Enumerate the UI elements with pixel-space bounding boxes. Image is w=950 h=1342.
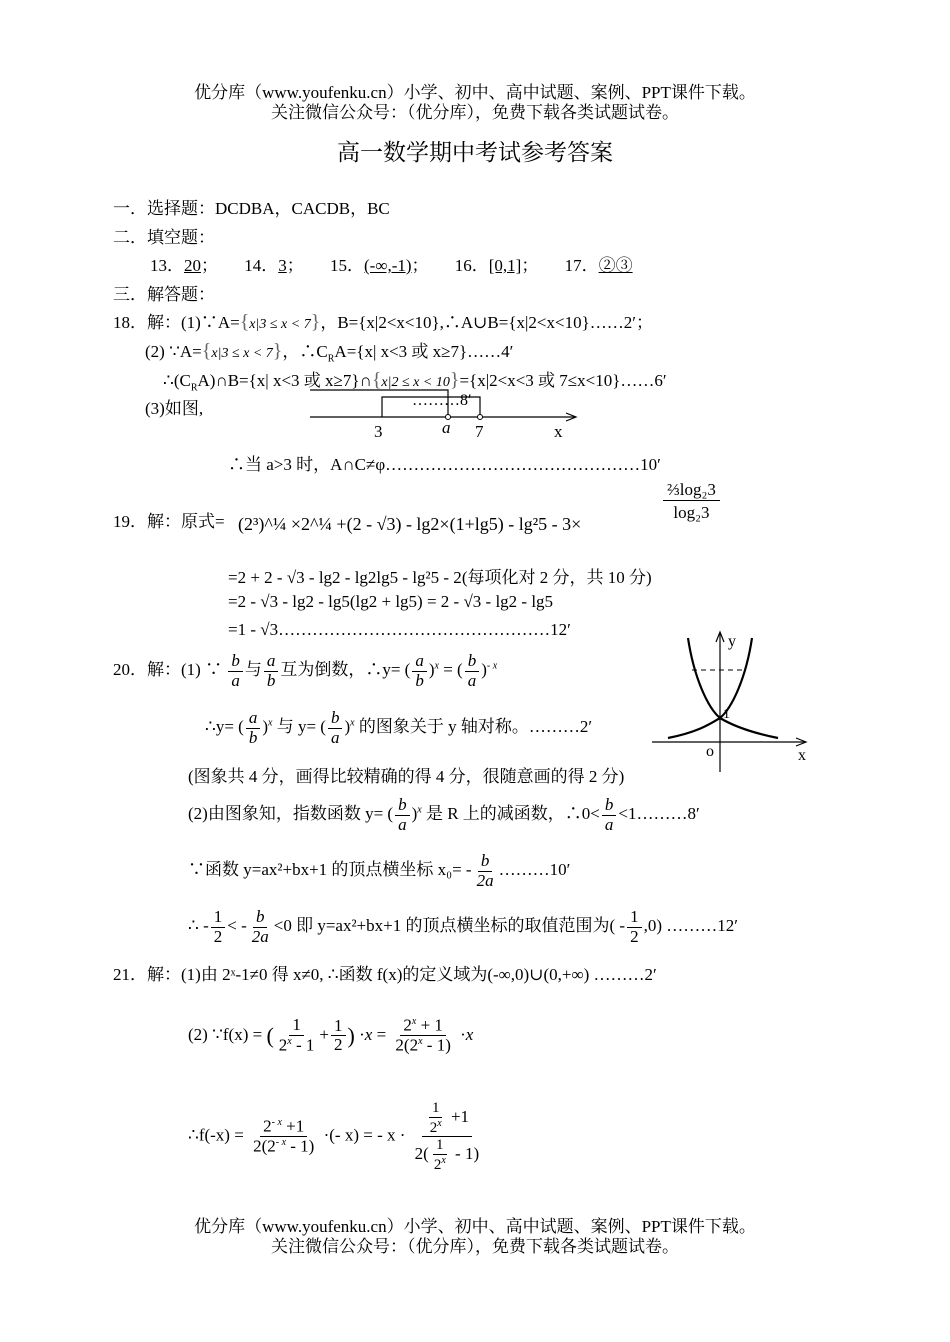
item-15-ans: (-∞,-1) — [364, 256, 412, 275]
q21-l2a: (2) ∵f(x) = — [188, 1024, 263, 1044]
q20-l6d: ,0) ………12′ — [643, 916, 738, 936]
q20-l6c: <0 即 y=ax²+bx+1 的顶点横坐标的取值范围为( - — [273, 916, 626, 936]
page-title: 高一数学期中考试参考答案 — [337, 140, 613, 165]
frac-b-over-a: $\frac{b}{a}$ — [228, 652, 243, 690]
item-16-num: 16． — [454, 256, 489, 275]
item-14-num: 14． — [244, 256, 279, 275]
frac-2-neg-x: $\frac{2^{- x} +1}{2(2^{- x} - 1)}$ — [253, 1116, 315, 1156]
graph-label-one: 1 — [723, 707, 730, 722]
item-14-ans: 3 — [278, 256, 287, 275]
q18-l2b: ，∴C — [282, 342, 328, 361]
set-a-repeat: x|3 ≤ x < 7 — [211, 346, 273, 361]
q18-l3c: ={x|2<x<3 或 7≤x<10}……6′ — [459, 371, 667, 390]
frac-b-over-a-3: $\frac{b}{a}$ — [328, 709, 343, 747]
q18-l2sub: R — [327, 353, 335, 365]
set-b: x|2 ≤ x < 10 — [381, 375, 450, 390]
q19-line-2 — [228, 563, 652, 588]
section-3-label: 三．解答题： — [113, 285, 215, 304]
frac-nested: $\frac{1}{2^x}$ +1 2( $\frac{1}{2^x}$ - 1) — [414, 1100, 480, 1173]
frac-2x-plus-1: $\frac{2^x + 1}{2(2^x - 1)}$ — [395, 1015, 451, 1055]
q21-line-2: (2) ∵f(x) = ( $\frac{1}{2^x - 1}$ + $\frac{1}{2}$ ) ·x = $\frac{2^x + 1}{2(2^x - 1)}$ ·x — [188, 1015, 474, 1055]
q20-l5b: ………10′ — [498, 860, 571, 880]
q20-l1a: 20．解：(1) ∵ — [113, 660, 223, 680]
frac-1-over-2: $\frac{1}{2}$ — [211, 908, 226, 946]
item-15-sep: ； — [411, 256, 429, 275]
q18-line-4: (3)如图, — [145, 399, 204, 418]
set-a: x|3 ≤ x < 7 — [249, 317, 311, 332]
q20-line-6 — [188, 908, 738, 946]
curve-increasing — [668, 638, 752, 738]
q18-l1a: 18．解：(1)∵A= — [113, 313, 240, 332]
frac-b-over-a-2: $\frac{b}{a}$ — [465, 652, 480, 690]
point-7 — [478, 415, 483, 420]
q20-l4c: <1………8′ — [618, 804, 700, 824]
q20-l4b: 是 R 上的减函数，∴0< — [425, 804, 600, 824]
q19-line-3: =2 - √3 - lg2 - lg5(lg2 + lg5) = 2 - √3 - lg2 - lg5 — [228, 592, 554, 611]
q20-l1b: 与 — [244, 660, 262, 680]
q18-l2c: A={x| x<3 或 x≥7}……4′ — [334, 342, 514, 361]
frac-a-over-b: $\frac{a}{b}$ — [264, 652, 279, 690]
frac-b-over-2a-2: $\frac{b}{2a}$ — [251, 907, 269, 946]
fig-score: ………8′ — [412, 392, 472, 409]
q18-line-3: $\therefore(C_RA)\cap B=\{x|$ x<3 或 x≥7}∩{x|2 ≤ x < 10}={x|2<x<3 或 7≤x<10}……6′ — [163, 369, 667, 394]
q21-line-3 — [188, 1100, 484, 1173]
q20-line-4: (2)由图象知，指数函数 y= ( $\frac{b}{a}$ )$^x$ 是 R 上的减函数，∴0< $\frac{b}{a}$ <1………8′ — [188, 795, 700, 834]
q21-l3a: ∴f(-x) = — [188, 1125, 244, 1145]
frac-half: $\frac{1}{2}$ — [331, 1017, 346, 1055]
q21-line-1: 21．解：(1)由 2ˣ-1≠0 得 x≠0, ∴函数 f(x)的定义域为(-∞,0)∪(0,+∞) ………2′ — [113, 965, 657, 984]
q20-l6b: < - — [227, 916, 247, 936]
q21-l2b: = — [376, 1024, 387, 1044]
q19-frac-num: ⅔log₂3 — [663, 480, 720, 501]
item-16-ans: [0,1] — [488, 256, 522, 275]
q18-line-1: 18．解：(1)∵A={x|3 ≤ x < 7}，B={x|2<x<10},∴A∪B={x|2<x<10}……2′； — [113, 311, 653, 333]
exponential-graph — [648, 628, 818, 776]
section-1 — [113, 194, 390, 219]
q18-line-2: (2) ∵A={x|3 ≤ x < 7}，$\therefore C_RA=\{x|$ x<3 或 x≥7}……4′ — [145, 340, 514, 365]
fill-in-answers — [150, 251, 633, 276]
q19-line-4 — [228, 620, 571, 640]
q19-l2: =2 + 2 - √3 - lg2 - lg2lg5 - lg²5 - 2 — [228, 568, 462, 587]
item-15-num: 15． — [330, 256, 364, 275]
q18-l3a: ∴(C — [163, 371, 191, 390]
frac-b-over-a-5: $\frac{b}{a}$ — [602, 796, 617, 834]
graph-label-x: x — [798, 747, 806, 764]
frac-a-over-b-3: $\frac{a}{b}$ — [246, 709, 261, 747]
q20-line-3: (图象共 4 分，画得比较精确的得 4 分，很随意画的得 2 分) — [188, 767, 625, 786]
q20-l2c: 的图象关于 y 轴对称。………2′ — [358, 717, 593, 737]
label-3: 3 — [374, 422, 383, 441]
q18-l3b: A)∩B={x| x<3 或 x≥7}∩ — [197, 371, 372, 390]
q20-l2b: 与 y= ( — [276, 717, 326, 737]
item-13-sep: ； — [201, 256, 218, 275]
frac-b-over-a-4: $\frac{b}{a}$ — [395, 796, 410, 834]
item-13-ans: 20 — [184, 256, 201, 275]
q18-l1b: ，B={x|2<x<10},∴A∪B={x|2<x<10}……2′； — [320, 313, 653, 332]
label-7: 7 — [475, 422, 484, 441]
item-17-num: 17． — [564, 256, 599, 275]
q18-l2a: (2) ∵A= — [145, 342, 202, 361]
q18-line-5: ∴当 a>3 时，A∩C≠φ………………………………………10′ — [228, 455, 661, 474]
item-13-num: 13． — [150, 256, 184, 275]
frac-b-over-2a: $\frac{b}{2a}$ — [476, 851, 494, 890]
q20-line-1: 20．解：(1) ∵ $\frac{b}{a}$ 与 $\frac{a}{b}$ 互为倒数，∴y= ( $\frac{a}{b}$ )$^x$ = ( $\frac{b}{a}$ )$^{- x}$ — [113, 651, 498, 690]
graph-label-origin: o — [706, 743, 714, 760]
curve-decreasing — [688, 638, 778, 738]
item-16-sep: ； — [521, 256, 539, 275]
graph-label-y: y — [728, 633, 736, 650]
q20-l2a: ∴y= ( — [205, 717, 244, 737]
q19-fraction — [663, 480, 720, 525]
frac-1-over-2x-minus-1: $\frac{1}{2^x - 1}$ — [278, 1015, 315, 1055]
q20-line-2: ∴y= ( $\frac{a}{b}$ )$^x$ 与 y= ( $\frac{b}{a}$ )$^x$ 的图象关于 y 轴对称。………2′ — [205, 708, 593, 747]
frac-1-over-2-2: $\frac{1}{2}$ — [627, 908, 642, 946]
section-1-label: 一．选择题： — [113, 199, 215, 218]
header-line-1: 优分库（www.youfenku.cn）小学、初中、高中试题、案例、PPT课件下载。 — [194, 83, 756, 102]
q20-l5a: ∵函数 y=ax²+bx+1 的顶点横坐标 x₀= - — [188, 860, 472, 880]
q20-l1c: 互为倒数，∴y= ( — [280, 660, 411, 680]
label-a: a — [442, 418, 451, 437]
q19-l2note: (每项化对 2 分，共 10 分) — [461, 568, 652, 587]
q19-label: 19．解：原式= — [113, 512, 225, 531]
q20-line-5 — [188, 852, 570, 890]
q19-l4tail: …………………………………………12′ — [278, 620, 571, 639]
label-x: x — [554, 422, 563, 441]
footer-line-1: 优分库（www.youfenku.cn）小学、初中、高中试题、案例、PPT课件下载。 — [194, 1217, 756, 1236]
item-17-ans: ②③ — [598, 256, 633, 275]
number-line-figure — [300, 384, 590, 444]
q21-l3b: ·(- x) = - x · — [323, 1125, 406, 1145]
q19-expr1: (2³)^¼ ×2^¼ +(2 - √3) - lg2×(1+lg5) - lg²5 - 3× — [238, 514, 582, 534]
q19-l4: =1 - √3 — [228, 620, 279, 639]
q19-frac-den: log₂3 — [673, 503, 710, 522]
section-1-answers: DCDBA，CACDB，BC — [215, 199, 390, 218]
frac-a-over-b-2: $\frac{a}{b}$ — [412, 652, 427, 690]
footer-line-2: 关注微信公众号：（优分库），免费下载各类试题试卷。 — [271, 1237, 679, 1256]
q18-l3sub: R — [190, 382, 198, 394]
section-2-label: 二．填空题： — [113, 228, 215, 247]
header-line-2: 关注微信公众号：（优分库），免费下载各类试题试卷。 — [271, 103, 679, 122]
q20-l4a: (2)由图象知，指数函数 y= ( — [188, 804, 394, 824]
q20-l6a: ∴ - — [188, 916, 209, 936]
item-14-sep: ； — [286, 256, 304, 275]
